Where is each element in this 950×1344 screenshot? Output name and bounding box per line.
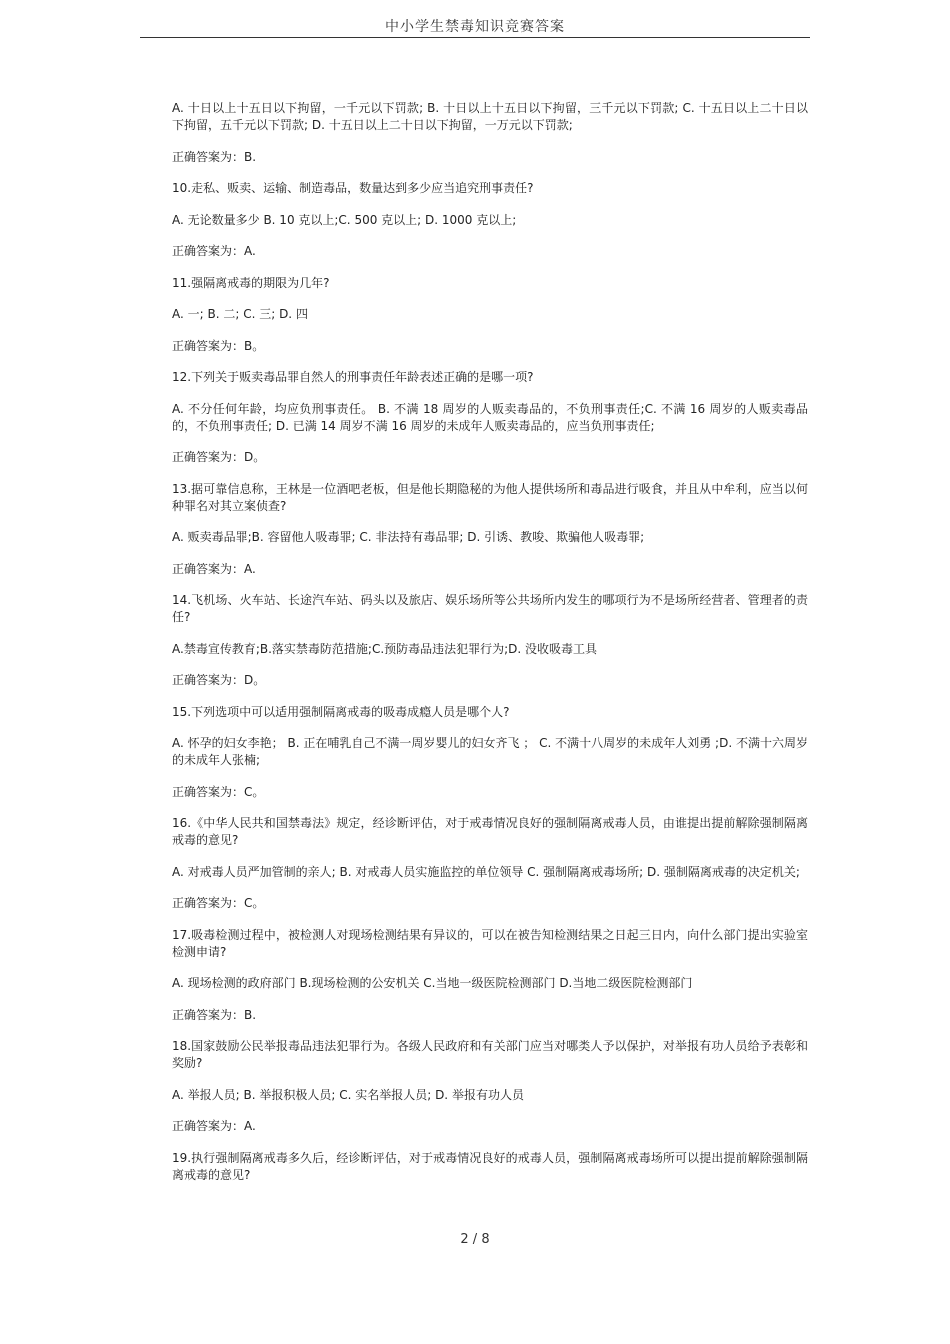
paragraph: A. 怀孕的妇女李艳； B. 正在哺乳自己不满一周岁婴儿的妇女齐飞 ； C. 不满十八周岁的未成年人刘勇 ;D. 不满十六周岁的未成年人张楠; bbox=[172, 736, 808, 767]
paragraph: 正确答案为：C。 bbox=[172, 784, 265, 799]
paragraph: 14.飞机场、火车站、长途汽车站、码头以及旅店、娱乐场所等公共场所内发生的哪项行为不是场所经营者、管理者的责任? bbox=[172, 593, 808, 624]
paragraph: 正确答案为：C。 bbox=[172, 896, 265, 910]
paragraph: 17.吸毒检测过程中，被检测人对现场检测结果有异议的，可以在被告知检测结果之日起三日内，向什么部门提出实验室检测申请? bbox=[172, 927, 808, 959]
paragraph: A. 一; B. 二; C. 三; D. 四 bbox=[172, 307, 308, 321]
paragraph: A. 举报人员; B. 举报积极人员; C. 实名举报人员; D. 举报有功人员 bbox=[172, 1087, 524, 1102]
header-divider bbox=[140, 37, 810, 38]
paragraph: 正确答案为：D。 bbox=[172, 450, 266, 464]
paragraph: 11.强隔离戒毒的期限为几年? bbox=[172, 275, 330, 290]
paragraph: 正确答案为：B。 bbox=[172, 338, 265, 353]
paragraph: 19.执行强制隔离戒毒多久后，经诊断评估，对于戒毒情况良好的戒毒人员，强制隔离戒毒场所可以提出提前解除强制隔离戒毒的意见? bbox=[172, 1150, 808, 1182]
page-header-title: 中小学生禁毒知识竞赛答案 bbox=[385, 19, 565, 35]
paragraph: 正确答案为：B. bbox=[172, 149, 257, 164]
paragraph: A. 十日以上十五日以下拘留，一千元以下罚款; B. 十日以上十五日以下拘留，三千元以下罚款; C. 十五日以上二十日以下拘留，五千元以下罚款; D. 十五日以上二十日以下拘留，一万元以下罚款; bbox=[172, 101, 808, 132]
paragraph: 12.下列关于贩卖毒品罪自然人的刑事责任年龄表述正确的是哪一项? bbox=[172, 370, 534, 384]
paragraph: A. 无论数量多少 B. 10 克以上;C. 500 克以上; D. 1000 克以上; bbox=[172, 212, 517, 227]
paragraph: A. 现场检测的政府部门 B.现场检测的公安机关 C.当地一级医院检测部门 D.当地二级医院检测部门 bbox=[172, 976, 693, 990]
paragraph: 15.下列选项中可以适用强制隔离戒毒的吸毒成瘾人员是哪个人? bbox=[172, 704, 510, 719]
paragraph: 正确答案为：A. bbox=[172, 1119, 256, 1133]
paragraph: 13.据可靠信息称，王林是一位酒吧老板，但是他长期隐秘的为他人提供场所和毒品进行吸食，并且从中牟利，应当以何种罪名对其立案侦查? bbox=[172, 481, 808, 513]
paragraph: A.禁毒宣传教育;B.落实禁毒防范措施;C.预防毒品违法犯罪行为;D. 没收吸毒工具 bbox=[172, 641, 598, 656]
paragraph: 正确答案为：A. bbox=[172, 244, 256, 258]
paragraph: 正确答案为：D。 bbox=[172, 673, 266, 687]
paragraph: 16.《中华人民共和国禁毒法》规定，经诊断评估，对于戒毒情况良好的强制隔离戒毒人员，由谁提出提前解除强制隔离戒毒的意见? bbox=[172, 816, 808, 847]
paragraph: A. 对戒毒人员严加管制的亲人; B. 对戒毒人员实施监控的单位领导 C. 强制隔离戒毒场所; D. 强制隔离戒毒的决定机关; bbox=[172, 864, 800, 879]
paragraph: 18.国家鼓励公民举报毒品违法犯罪行为。各级人民政府和有关部门应当对哪类人予以保护，对举报有功人员给予表彰和奖励? bbox=[172, 1039, 808, 1070]
paragraph: 正确答案为：A. bbox=[172, 561, 256, 576]
paragraph: A. 贩卖毒品罪;B. 容留他人吸毒罪; C. 非法持有毒品罪; D. 引诱、教唆、欺骗他人吸毒罪; bbox=[172, 530, 645, 544]
page-number: 2 / 8 bbox=[460, 1232, 490, 1247]
paragraph: 10.走私、贩卖、运输、制造毒品，数量达到多少应当追究刑事责任? bbox=[172, 181, 534, 195]
paragraph: A. 不分任何年龄，均应负刑事责任。 B. 不满 18 周岁的人贩卖毒品的，不负刑事责任;C. 不满 16 周岁的人贩卖毒品的，不负刑事责任; D. 已满 14 周岁不满 16 周岁的未成年人贩卖毒品的，应当负刑事责任; bbox=[172, 401, 808, 433]
paragraph: 正确答案为：B. bbox=[172, 1007, 257, 1022]
document-body bbox=[172, 100, 808, 1198]
